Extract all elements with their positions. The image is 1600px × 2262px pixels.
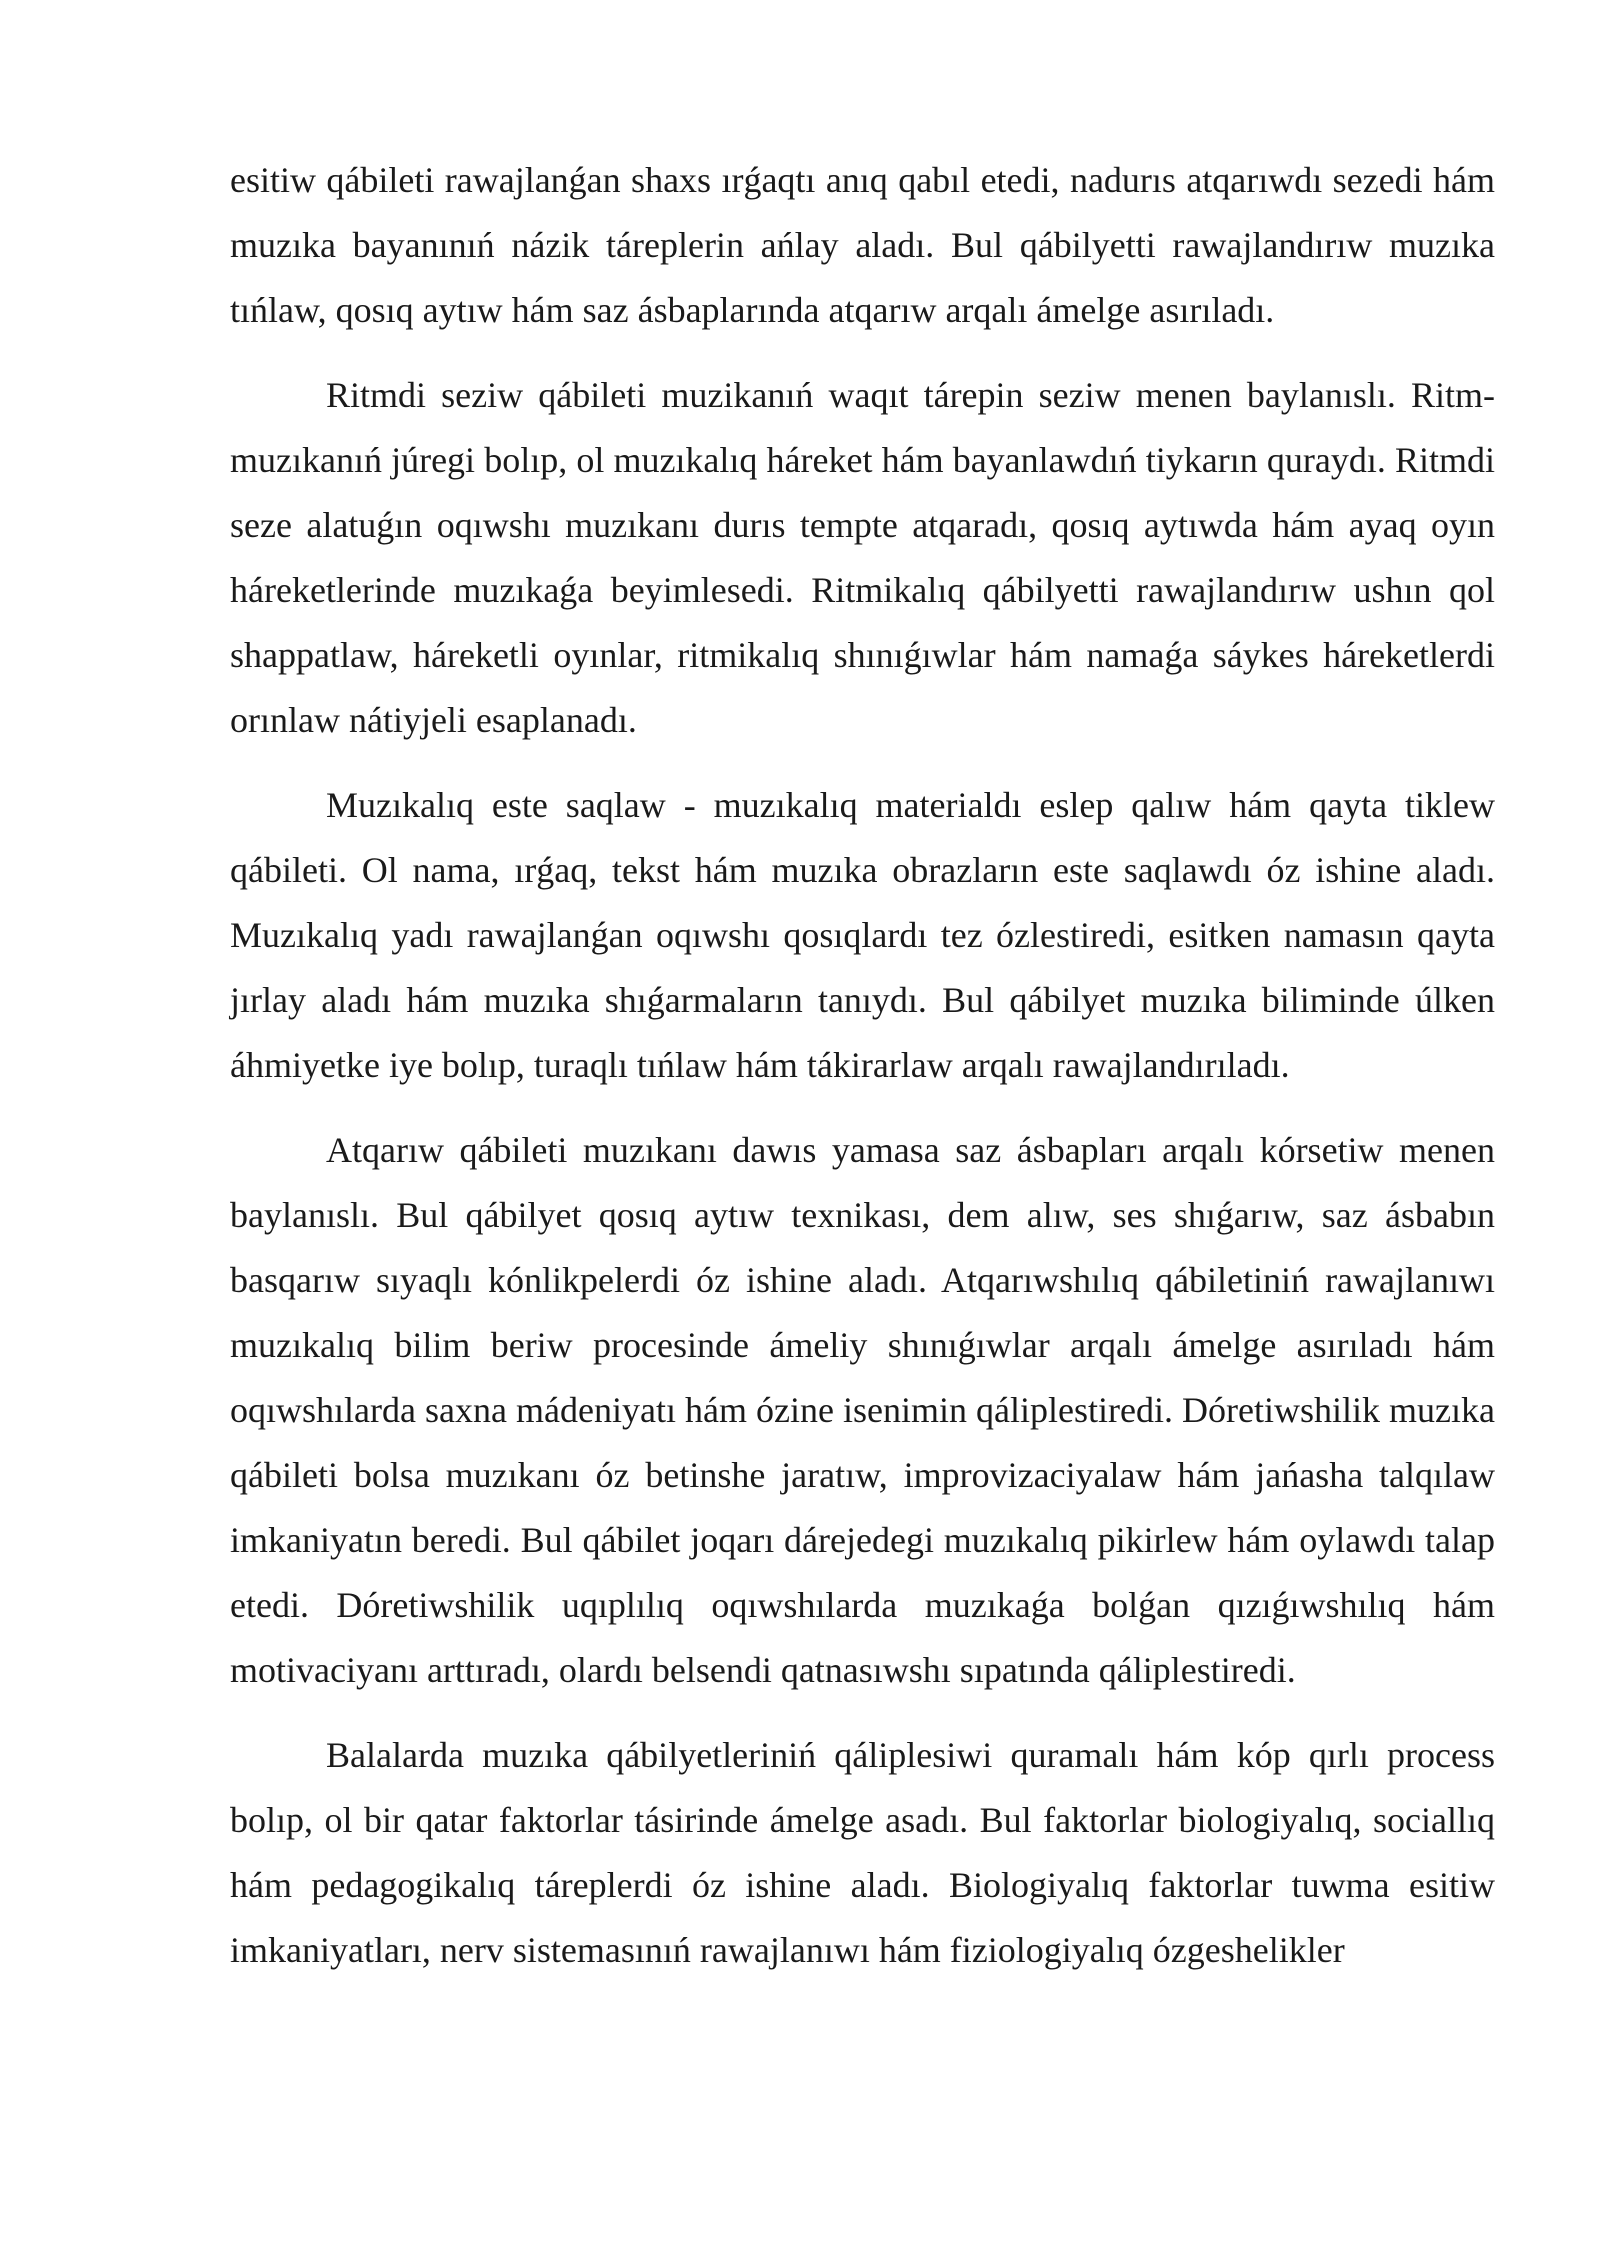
paragraph-musical-memory: Muzıkalıq este saqlaw - muzıkalıq materialdı eslep qalıw hám qayta tiklew qábileti. Ol nama, ırǵaq, tekst hám muzıka obrazların este saqlawdı óz ishine aladı. Muzıkalıq yadı rawajlanǵan oqıwshı qosıqlardı tez ózlestiredi, esitken namasın qayta jırlay aladı hám muzıka shıǵarmaların tanıydı. Bul qábilyet muzıka biliminde úlken áhmiyetke iye bolıp, turaqlı tıńlaw hám tákirarlaw arqalı rawajlandırıladı. [230, 785, 1495, 1085]
document-page [230, 148, 1495, 2003]
paragraph-performance-ability: Atqarıw qábileti muzıkanı dawıs yamasa saz ásbapları arqalı kórsetiw menen baylanıslı. Bul qábilyet qosıq aytıw texnikası, dem alıw, ses shıǵarıw, saz ásbabın basqarıw sıyaqlı kónlikpelerdi óz ishine aladı. Atqarıwshılıq qábiletiniń rawajlanıwı muzıkalıq bilim beriw procesinde ámeliy shınıǵıwlar arqalı ámelge asırıladı hám oqıwshılarda saxna mádeniyatı hám ózine isenimin qáliplestiredi. Dóretiwshilik muzıka qábileti bolsa muzıkanı óz betinshe jaratıw, improvizaciyalaw hám jańasha talqılaw imkaniyatın beredi. Bul qábilet joqarı dárejedegi muzıkalıq pikirlew hám oylawdı talap etedi. Dóretiwshilik uqıplılıq oqıwshılarda muzıkaǵa bolǵan qızıǵıwshılıq hám motivaciyanı arttıradı, olardı belsendi qatnasıwshı sıpatında qáliplestiredi. [230, 1130, 1495, 1690]
paragraph-hearing-ability: esitiw qábileti rawajlanǵan shaxs ırǵaqtı anıq qabıl etedi, nadurıs atqarıwdı sezedi hám muzıka bayanınıń názik táreplerin ańlay aladı. Bul qábilyetti rawajlandırıw muzıka tıńlaw, qosıq aytıw hám saz ásbaplarında atqarıw arqalı ámelge asırıladı. [230, 160, 1495, 330]
paragraph-rhythm-ability: Ritmdi seziw qábileti muzikanıń waqıt tárepin seziw menen baylanıslı. Ritm- muzıkanıń júregi bolıp, ol muzıkalıq háreket hám bayanlawdıń tiykarın quraydı. Ritmdi seze alatuǵın oqıwshı muzıkanı durıs tempte atqaradı, qosıq aytıwda hám ayaq oyın háreketlerinde muzıkaǵa beyimlesedi. Ritmikalıq qábilyetti rawajlandırıw ushın qol shappatlaw, háreketli oyınlar, ritmikalıq shınıǵıwlar hám namaǵa sáykes háreketlerdi orınlaw nátiyjeli esaplanadı. [230, 375, 1495, 740]
paragraph-formation-factors: Balalarda muzıka qábilyetleriniń qáliplesiwi quramalı hám kóp qırlı process bolıp, ol bir qatar faktorlar tásirinde ámelge asadı. Bul faktorlar biologiyalıq, sociallıq hám pedagogikalıq táreplerdi óz ishine aladı. Biologiyalıq faktorlar tuwma esitiw imkaniyatları, nerv sistemasınıń rawajlanıwı hám fiziologiyalıq ózgeshelikler [230, 1735, 1495, 1970]
